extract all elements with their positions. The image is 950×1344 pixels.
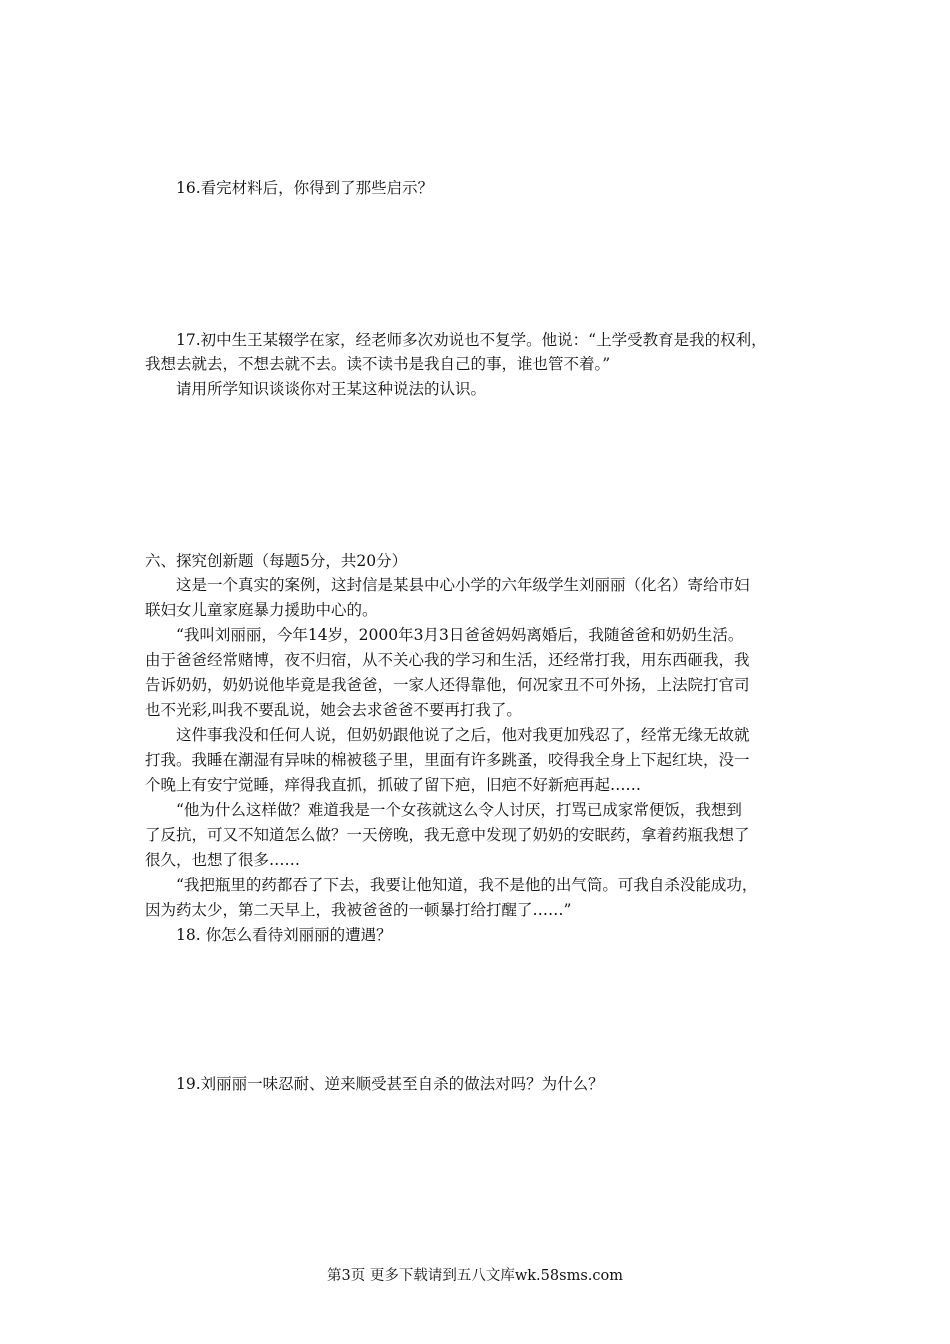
letter-paragraph-3-line-3: 很久，也想了很多…… (145, 851, 301, 869)
question-17-prompt: 请用所学知识谈谈你对王某这种说法的认识。 (176, 380, 487, 398)
letter-paragraph-4-line-1: “我把瓶里的药都吞了下去，我要让他知道，我不是他的出气筒。可我自杀没能成功， (176, 876, 758, 894)
letter-paragraph-1-line-2: 由于爸爸经常赌博，夜不归宿，从不关心我的学习和生活，还经常打我，用东西砸我，我 (145, 651, 750, 669)
case-intro-line-2: 联妇女儿童家庭暴力援助中心的。 (145, 601, 378, 619)
letter-paragraph-1-line-3: 告诉奶奶，奶奶说他毕竟是我爸爸，一家人还得靠他，何况家丑不可外扬，上法院打官司 (145, 676, 750, 694)
section-6-heading: 六、探究创新题（每题5分，共20分） (145, 552, 408, 570)
question-17-line-1: 17.初中生王某辍学在家，经老师多次劝说也不复学。他说：“上学受教育是我的权利， (176, 331, 767, 349)
letter-paragraph-3-line-1: “他为什么这样做？难道我是一个女孩就这么令人讨厌，打骂已成家常便饭，我想到 (176, 801, 742, 819)
question-18: 18. 你怎么看待刘丽丽的遭遇？ (176, 926, 392, 944)
page-footer: 第3页 更多下载请到五八文库wk.58sms.com (327, 1268, 623, 1284)
case-intro-line-1: 这是一个真实的案例，这封信是某县中心小学的六年级学生刘丽丽（化名）寄给市妇 (176, 576, 750, 594)
letter-paragraph-2-line-2: 打我。我睡在潮湿有异味的棉被毯子里，里面有许多跳蚤，咬得我全身上下起红块，没一 (145, 751, 750, 769)
letter-paragraph-2-line-1: 这件事我没和任何人说，但奶奶跟他说了之后，他对我更加残忍了，经常无缘无故就 (176, 726, 750, 744)
question-17-line-2: 我想去就去，不想去就不去。读不读书是我自己的事，谁也管不着。” (145, 355, 611, 373)
letter-paragraph-1-line-4: 也不光彩,叫我不要乱说，她会去求爸爸不要再打我了。 (145, 701, 522, 719)
letter-paragraph-1-line-1: “我叫刘丽丽，今年14岁，2000年3月3日爸爸妈妈离婚后，我随爸爸和奶奶生活。 (176, 626, 744, 644)
question-19: 19.刘丽丽一味忍耐、逆来顺受甚至自杀的做法对吗？为什么？ (176, 1075, 604, 1093)
letter-paragraph-4-line-2: 因为药太少，第二天早上，我被爸爸的一顿暴打给打醒了……” (145, 901, 572, 919)
letter-paragraph-3-line-2: 了反抗，可又不知道怎么做？一天傍晚，我无意中发现了奶奶的安眠药，拿着药瓶我想了 (145, 826, 750, 844)
question-16: 16.看完材料后，你得到了那些启示？ (176, 179, 434, 197)
letter-paragraph-2-line-3: 个晚上有安宁觉睡，痒得我直抓，抓破了留下疤，旧疤不好新疤再起…… (145, 776, 642, 794)
